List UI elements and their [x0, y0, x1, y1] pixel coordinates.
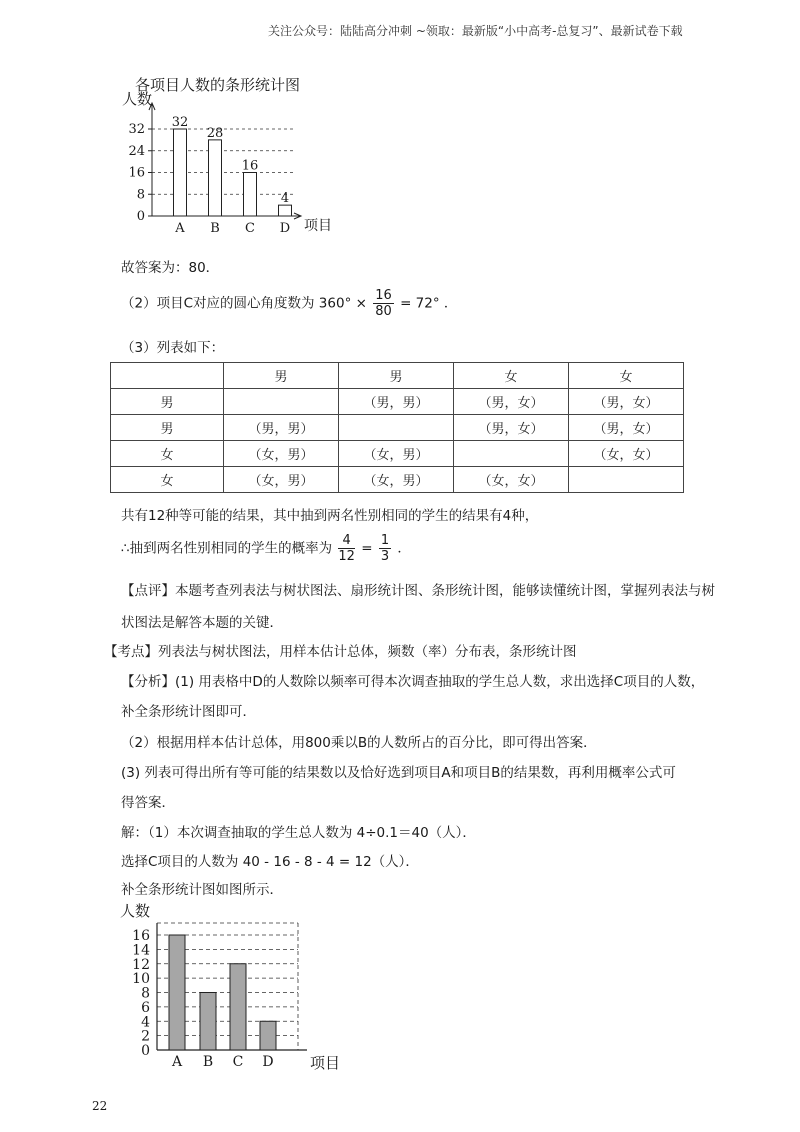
analysis-line-3: （2）根据用样本估计总体，用800乘以B的人数所占的百分比，即可得出答案． [121, 735, 597, 751]
table-cell: （男，男） [339, 389, 454, 415]
y-tick-label: 2 [141, 1028, 150, 1045]
q2-line [121, 288, 457, 319]
solution-line-2: 选择C项目的人数为 40 - 16 - 8 - 4 = 12（人）． [121, 854, 419, 870]
x-tick-label: D [262, 1054, 274, 1070]
prob-prefix: ∴抽到两名性别相同的学生的概率为 [121, 540, 333, 557]
q2-suffix: = 72° ． [400, 295, 458, 312]
table-header-row [111, 363, 684, 389]
analysis-line-4: (3) 列表可得出所有等可能的结果数以及恰好选到项目A和项目B的结果数，再利用概率公式可 [121, 765, 676, 781]
data-label: 16 [241, 158, 259, 174]
y-tick-label: 32 [128, 122, 145, 137]
y-axis-label: 人数 [122, 90, 153, 108]
prob-suffix: ． [397, 540, 411, 557]
y-tick-label: 16 [132, 928, 150, 944]
prob-fraction-1 [338, 533, 355, 564]
q2-fraction [373, 288, 394, 319]
q2-prefix: （2）项目C对应的圆心角度数为 360° × [121, 295, 367, 312]
analysis-line-1: 【分析】(1) 用表格中D的人数除以频率可得本次调查抽取的学生总人数，求出选择C项目的人数， [121, 674, 705, 690]
table-cell: 男 [111, 389, 224, 415]
answer-line: 故答案为：80． [121, 260, 220, 276]
x-tick-label: A [171, 1054, 183, 1070]
q2-frac-numerator: 16 [375, 288, 392, 303]
table-cell: 男 [224, 363, 339, 389]
table-cell [224, 389, 339, 415]
table-cell [569, 467, 684, 493]
table-cell [339, 415, 454, 441]
prob-num-2: 1 [380, 533, 390, 548]
table-cell: （男，女） [454, 415, 569, 441]
bar [279, 205, 292, 216]
solution-line-1: 解：（1）本次调查抽取的学生总人数为 4÷0.1＝40（人）． [121, 825, 476, 841]
prob-num-1: 4 [338, 533, 355, 549]
x-tick-label: C [245, 221, 255, 236]
bar [244, 173, 257, 217]
prob-line [121, 533, 411, 564]
table-row [111, 441, 684, 467]
table-cell: 男 [111, 415, 224, 441]
bar [209, 140, 222, 216]
y-tick-label: 6 [141, 999, 150, 1016]
table-row [111, 415, 684, 441]
page-header: 关注公众号：陆陆高分冲刺 ~领取：最新版“小中高考-总复习”、最新试卷下载 [268, 24, 683, 38]
y-tick-label: 16 [128, 165, 145, 181]
comment-line-2: 状图法是解答本题的关键． [121, 615, 283, 631]
table-cell: （男，女） [569, 389, 684, 415]
prob-den-2: 3 [380, 549, 390, 564]
x-tick-label: C [232, 1054, 244, 1070]
table-cell: 男 [339, 363, 454, 389]
table-cell: （女，女） [569, 441, 684, 467]
x-axis-label: 项目 [304, 218, 332, 234]
table-cell: 女 [111, 467, 224, 493]
y-tick-label: 24 [128, 143, 145, 159]
table-row [111, 389, 684, 415]
table-cell: （男，男） [224, 415, 339, 441]
bar [260, 1021, 276, 1050]
prob-fraction-2 [379, 533, 391, 564]
y-tick-label: 14 [132, 942, 150, 959]
chart2 [110, 898, 360, 1076]
data-label: 28 [206, 125, 224, 141]
y-axis-label: 人数 [120, 902, 151, 920]
analysis-line-5: 得答案． [121, 795, 175, 811]
x-axis-label: 项目 [310, 1054, 341, 1072]
chart1-title: 各项目人数的条形统计图 [135, 76, 301, 94]
table-cell: （男，女） [454, 389, 569, 415]
x-tick-label: D [279, 221, 291, 236]
y-tick-label: 8 [141, 985, 150, 1002]
y-tick-label: 12 [132, 956, 150, 973]
table-cell [111, 363, 224, 389]
bar [169, 935, 185, 1050]
table-cell: （男，女） [569, 415, 684, 441]
q3-line: （3）列表如下： [121, 340, 225, 356]
x-tick-label: B [202, 1054, 214, 1070]
chart1 [100, 90, 360, 240]
total-line: 共有12种等可能的结果，其中抽到两名性别相同的学生的结果有4种， [121, 508, 539, 524]
table-cell: （女，男） [224, 467, 339, 493]
data-label: 4 [280, 191, 290, 207]
comment-line-1: 【点评】本题考查列表法与树状图法、扇形统计图、条形统计图，能够读懂统计图，掌握列表法与树 [121, 583, 715, 599]
bar [230, 964, 246, 1050]
prob-equals: = [361, 540, 373, 557]
table-cell: （女，女） [454, 467, 569, 493]
y-tick-label: 10 [132, 971, 150, 988]
table-cell: （女，男） [339, 467, 454, 493]
table-cell: 女 [111, 441, 224, 467]
table-row [111, 467, 684, 493]
y-tick-label: 8 [136, 187, 145, 203]
table-cell [454, 441, 569, 467]
prob-den-1: 12 [338, 549, 355, 564]
table-cell: （女，男） [224, 441, 339, 467]
y-tick-label: 0 [141, 1043, 150, 1059]
page-number: 22 [92, 1099, 108, 1113]
x-tick-label: A [175, 221, 185, 236]
table-cell: 女 [569, 363, 684, 389]
table-cell: 女 [454, 363, 569, 389]
x-tick-label: B [210, 221, 220, 236]
bar [174, 129, 187, 216]
bar [200, 993, 216, 1051]
solution-line-3: 补全条形统计图如图所示． [121, 882, 283, 898]
y-tick-label: 4 [141, 1014, 150, 1031]
q2-frac-denominator: 80 [375, 304, 392, 319]
data-label: 32 [171, 115, 189, 130]
y-tick-label: 0 [136, 209, 145, 224]
analysis-line-2: 补全条形统计图即可． [121, 704, 256, 720]
kaodian-line: 【考点】列表法与树状图法，用样本估计总体，频数（率）分布表，条形统计图 [104, 644, 577, 660]
table-cell: （女，男） [339, 441, 454, 467]
outcome-table [110, 362, 684, 493]
